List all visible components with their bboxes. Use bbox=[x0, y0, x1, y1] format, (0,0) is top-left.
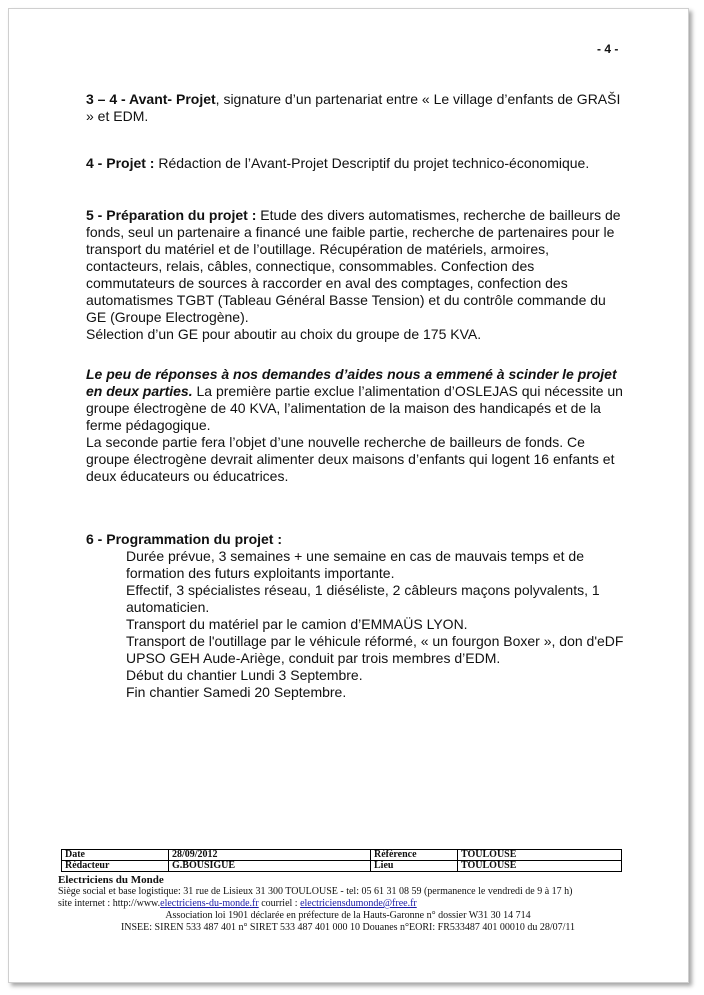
author-value: G.BOUSIGUE bbox=[169, 861, 371, 872]
footer-mail-prefix: courriel : bbox=[258, 898, 301, 909]
split-paragraph bbox=[86, 366, 626, 485]
section-5-body bbox=[86, 207, 626, 326]
list-item: Effectif, 3 spécialistes réseau, 1 diéséliste, 2 câbleurs maçons polyvalents, 1 automaticien. bbox=[126, 582, 600, 615]
list-item: Fin chantier Samedi 20 Septembre. bbox=[126, 684, 347, 700]
split-second-part: La seconde partie fera l’objet d’une nouvelle recherche de bailleurs de fonds. Ce groupe électrogène devrait alimenter deux maisons d’enfants qui logent 16 enfants et deux éducateurs ou éducatrices. bbox=[86, 434, 615, 484]
page-number: - 4 - bbox=[597, 42, 619, 56]
table-row bbox=[62, 850, 622, 861]
section-3-4-label: 3 – 4 - Avant- Projet bbox=[86, 91, 216, 107]
section-6-label: 6 - Programmation du projet : bbox=[86, 531, 283, 547]
footer-insee: INSEE: SIREN 533 487 401 n° SIRET 533 487 401 000 10 Douanes n°EORI: FR533487 401 00010 du 28/07/11 bbox=[120, 922, 576, 933]
reference-value: TOULOUSE bbox=[458, 850, 622, 861]
section-5-selection: Sélection d’un GE pour aboutir au choix du groupe de 175 KVA. bbox=[86, 326, 482, 342]
list-item: Durée prévue, 3 semaines + une semaine en cas de mauvais temps et de formation des futurs exploitants importante. bbox=[126, 548, 584, 581]
place-value: TOULOUSE bbox=[458, 861, 622, 872]
section-3-4 bbox=[86, 91, 626, 125]
section-3-4-text: , signature d’un partenariat entre « Le village d’enfants de GRAŠI » et EDM. bbox=[86, 91, 621, 124]
list-item: Transport du matériel par le camion d’EMMAÜS LYON. bbox=[126, 616, 468, 632]
table-row bbox=[62, 861, 622, 872]
footer-address: Siège social et base logistique: 31 rue de Lisieux 31 300 TOULOUSE - tel: 05 61 31 08 59 (permanence le vendredi de 9 à 17 h) bbox=[58, 886, 573, 897]
website-link[interactable]: electriciens-du-monde.fr bbox=[160, 898, 259, 909]
footer bbox=[58, 874, 638, 934]
document-meta-table bbox=[61, 849, 622, 872]
date-label: Date bbox=[62, 850, 169, 861]
footer-contact bbox=[58, 898, 638, 910]
author-label: Rédacteur bbox=[62, 861, 169, 872]
split-text: La première partie exclue l’alimentation d’OSLEJAS qui nécessite un groupe électrogène de 40 KVA, l’alimentation de la maison des handicapés et de la ferme pédagogique. bbox=[86, 383, 623, 433]
date-value: 28/09/2012 bbox=[169, 850, 371, 861]
section-4-label: 4 - Projet : bbox=[86, 155, 159, 171]
section-4-text: Rédaction de l’Avant-Projet Descriptif du projet technico-économique. bbox=[158, 155, 590, 171]
list-item: Transport de l'outillage par le véhicule réformé, « un fourgon Boxer », don d'eDF UPSO GEH Aude-Ariège, conduit par trois membres d’EDM. bbox=[126, 633, 624, 666]
section-6-list bbox=[126, 548, 626, 701]
footer-site-prefix: site internet : http://www. bbox=[58, 898, 161, 909]
split-body bbox=[86, 366, 626, 434]
footer-org: Electriciens du Monde bbox=[58, 874, 164, 886]
reference-label: Référence bbox=[371, 850, 458, 861]
section-5-label: 5 - Préparation du projet : bbox=[86, 207, 261, 223]
split-lead: Le peu de réponses à nos demandes d’aides nous a emmené à scinder le projet en deux parties. bbox=[86, 366, 617, 399]
section-5-text: Etude des divers automatismes, recherche de bailleurs de fonds, seul un partenaire a financé une faible partie, recherche de partenaires pour le transport du matériel et de l’outillage. Récupération de matériels, armoires, contacteurs, relais, câbles, connectique, consommables. Confection des commutateurs de sources à raccorder en aval des comptages, confection des automatismes TGBT (Tableau Général Basse Tension) et du contrôle commande du GE (Groupe Electrogène). bbox=[86, 207, 621, 325]
section-4 bbox=[86, 155, 626, 172]
section-5 bbox=[86, 207, 626, 343]
place-label: Lieu bbox=[371, 861, 458, 872]
email-link[interactable]: electriciensdumonde@free.fr bbox=[300, 898, 417, 909]
list-item: Début du chantier Lundi 3 Septembre. bbox=[126, 667, 363, 683]
footer-association: Association loi 1901 déclarée en préfecture de la Hauts-Garonne n° dossier W31 30 14 714 bbox=[165, 910, 531, 921]
